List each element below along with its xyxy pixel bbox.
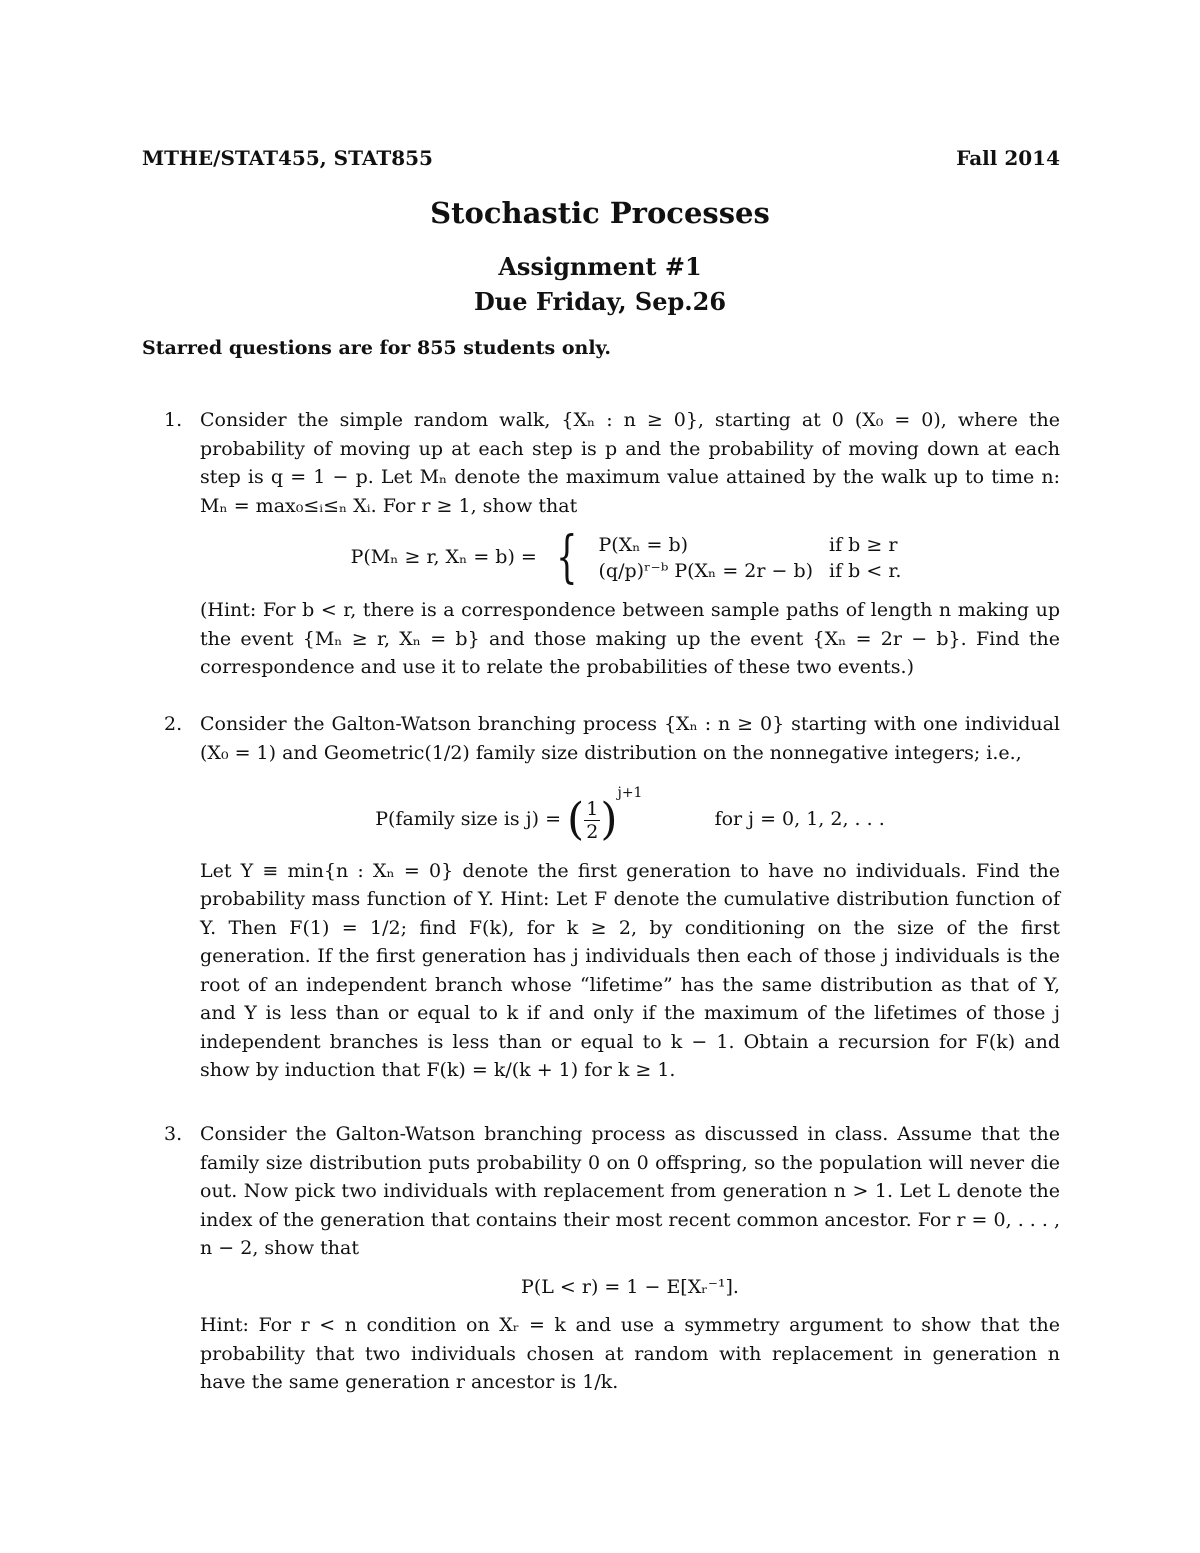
case-2-condition: if b < r. <box>829 560 902 582</box>
assignment-number: Assignment #1 <box>498 252 702 281</box>
case-1-condition: if b ≥ r <box>829 534 898 556</box>
question-2 <box>142 710 1060 1085</box>
question-hint: (Hint: For b < r, there is a correspondence between sample paths of length n making up the event {Mₙ ≥ r, Xₙ = b} and those making up the event {Xₙ = 2r − b}. Find the correspondence and use it to relate the probabilities of these two events.) <box>200 599 1060 678</box>
question-body: Let Y ≡ min{n : Xₙ = 0} denote the first generation to have no individuals. Find the probability mass function of Y. Hint: Let F denote the cumulative distribution function of Y. Then F(1) = 1/2; find F(k), for k ≥ 2, by conditioning on the size of the first generation. If the first generation has j individuals then each of those j individuals is the root of an independent branch whose “lifetime” has the same distribution as that of Y, and Y is less than or equal to k if and only if the maximum of the lifetimes of those j independent branches is less than or equal to k − 1. Obtain a recursion for F(k) and show by induction that F(k) = k/(k + 1) for k ≥ 1. <box>200 859 1060 1081</box>
starred-note: Starred questions are for 855 students only. <box>142 337 612 359</box>
term: Fall 2014 <box>956 146 1060 170</box>
fraction: $\frac{1}{2}$ <box>586 797 599 843</box>
formula-lhs: P(Mₙ ≥ r, Xₙ = b) = <box>350 546 537 568</box>
question-text: Consider the Galton-Watson branching process as discussed in class. Assume that the family size distribution puts probability 0 on 0 offspring, so the population will never die out. Now pick two individuals with replacement from generation n > 1. Let L denote the index of the generation that contains their most recent common ancestor. For r = 0, . . . , n − 2, show that <box>200 1123 1060 1259</box>
piecewise-cases <box>543 525 910 590</box>
question-3 <box>142 1120 1060 1397</box>
case-2-expression: (q/p)ʳ⁻ᵇ P(Xₙ = 2r − b) <box>598 560 814 582</box>
formula-rhs: for j = 0, 1, 2, . . . <box>714 808 885 830</box>
question-hint: Hint: For r < n condition on Xᵣ = k and use a symmetry argument to show that the probability that two individuals chosen at random with replacement in generation n have the same generation r ancestor is 1/k. <box>200 1314 1060 1393</box>
display-formula: P(L < r) = 1 − E[Xᵣ⁻¹]. <box>521 1275 739 1298</box>
exponent: j+1 <box>617 785 643 801</box>
question-number: 2. <box>164 713 183 735</box>
question-text: Consider the simple random walk, {Xₙ : n ≥ 0}, starting at 0 (X₀ = 0), where the probability of moving up at each step is p and the probability of moving down at each step is q = 1 − p. Let Mₙ denote the maximum value attained by the walk up to time n: Mₙ = max₀≤ᵢ≤ₙ Xᵢ. For r ≥ 1, show that <box>200 409 1060 517</box>
question-number: 1. <box>164 409 183 431</box>
due-date: Due Friday, Sep.26 <box>473 287 727 316</box>
course-code: MTHE/STAT455, STAT855 <box>142 146 433 170</box>
question-number: 3. <box>164 1123 183 1145</box>
display-formula: P(family size is j) = ( $\frac{1}{2}$ )$^{j+1}$ for j = 0, 1, 2, . . . <box>375 785 885 845</box>
case-1-expression: P(Xₙ = b) <box>598 534 689 556</box>
document-title: Stochastic Processes <box>430 196 770 230</box>
display-formula <box>200 525 1060 590</box>
brace: { <box>556 525 578 590</box>
formula-lhs: P(family size is j) = <box>375 808 561 830</box>
question-text: Consider the Galton-Watson branching process {Xₙ : n ≥ 0} starting with one individual (X₀ = 1) and Geometric(1/2) family size distribution on the nonnegative integers; i.e., <box>200 713 1060 764</box>
question-1 <box>142 406 1060 682</box>
